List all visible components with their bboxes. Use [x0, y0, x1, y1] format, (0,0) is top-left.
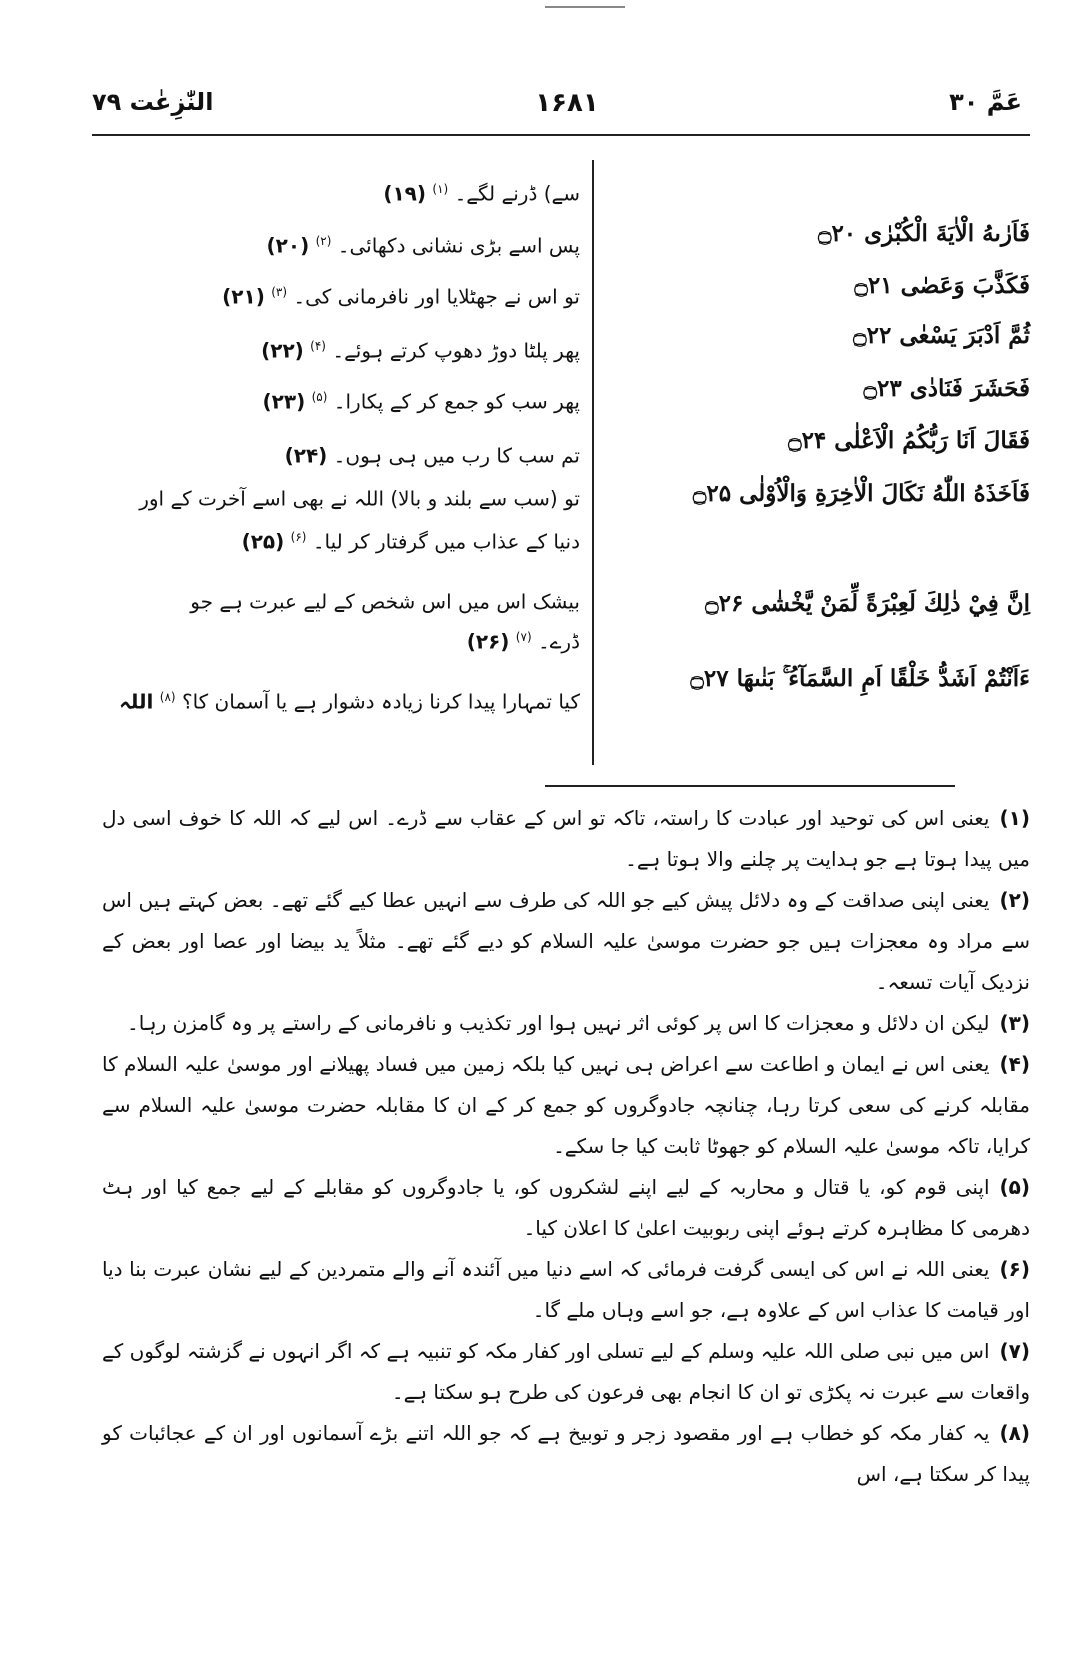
footnote-number: (۲) — [999, 888, 1030, 912]
footnote-text: یعنی اس نے ایمان و اطاعت سے اعراض ہی نہیں کیا بلکہ زمین میں فساد پھیلانے اور موسیٰ علیہ السلام کا مقابلہ کرنے کی سعی کرتا رہا، چنانچہ جادوگروں کو جمع کر کے ان کا مقابلہ حضرت موسیٰ علیہ السلام سے کرایا، تاکہ موسیٰ علیہ السلام کو جھوٹا ثابت کیا جا سکے۔ — [102, 1052, 1030, 1158]
arabic-verse: فَحَشَرَ فَنَادٰى ۝۲۳ — [863, 375, 1030, 402]
translation-text: تو (سب سے بلند و بالا) اللہ نے بھی اسے آخرت کے اور — [139, 486, 580, 511]
footnote-number: (۶) — [999, 1257, 1030, 1281]
translation-line — [105, 583, 580, 616]
footnote — [102, 1331, 1030, 1413]
arabic-verse: فَكَذَّبَ وَعَصٰى ۝۲۱ — [854, 272, 1030, 299]
arabic-verse: ثُمَّ اَدْبَرَ يَسْعٰى ۝۲۲ — [853, 322, 1030, 349]
verse-number: (۱۹) — [383, 181, 427, 206]
translation-text: پھر سب کو جمع کر کے پکارا۔ — [333, 389, 580, 414]
footnotes-divider — [545, 785, 955, 787]
translation-line — [105, 227, 580, 260]
translation-text: پس اسے بڑی نشانی دکھائی۔ — [337, 233, 580, 258]
page-number: ۱۶۸۱ — [535, 88, 599, 118]
footnote-ref: (۷) — [515, 630, 532, 644]
translation-text: ڈرے۔ — [537, 629, 580, 654]
column-divider — [592, 160, 594, 765]
arabic-verse: فَاَخَذَهُ اللّٰهُ نَكَالَ الْاٰخِرَةِ وَالْاُوْلٰى ۝۲۵ — [692, 480, 1030, 507]
footnote-ref: (۶) — [290, 530, 307, 544]
footnote-text: اس میں نبی صلی اللہ علیہ وسلم کے لیے تسلی اور کفار مکہ کو تنبیہ ہے کہ اگر انہوں نے گزشتہ لوگوں کے واقعات سے عبرت نہ پکڑی تو ان کا انجام بھی فرعون کی طرح ہو سکتا ہے۔ — [102, 1339, 1030, 1404]
footnote-text: یہ کفار مکہ کو خطاب ہے اور مقصود زجر و توبیخ ہے کہ جو اللہ اتنے بڑے آسمانوں اور ان کے عجائبات کو پیدا کر سکتا ہے، اس — [102, 1421, 1030, 1486]
arabic-verse: فَقَالَ اَنَا رَبُّكُمُ الْاَعْلٰى ۝۲۴ — [788, 427, 1030, 454]
footnote-number: (۳) — [999, 1011, 1030, 1035]
header-divider — [92, 134, 1030, 136]
translation-text: کیا تمہارا پیدا کرنا زیادہ دشوار ہے یا آسمان کا؟ — [181, 689, 580, 714]
footnote-ref: (۴) — [310, 339, 326, 353]
footnote-ref: (۲) — [315, 234, 332, 248]
translation-line — [105, 683, 580, 716]
footnote — [102, 1044, 1030, 1167]
footnote-text: لیکن ان دلائل و معجزات کا اس پر کوئی اثر نہیں ہوا اور تکذیب و نافرمانی کے راستے پر وہ گامزن رہا۔ — [127, 1011, 990, 1035]
footnote-ref: (۱) — [432, 182, 449, 196]
footnote — [102, 1167, 1030, 1249]
footnote-number: (۴) — [999, 1052, 1030, 1076]
translation-text: تم سب کا رب میں ہی ہوں۔ — [333, 443, 580, 468]
translation-line — [105, 175, 580, 208]
footnote — [102, 880, 1030, 1003]
verse-number: (۲۱) — [222, 284, 265, 309]
translation-line — [105, 523, 580, 556]
verse-number: (۲۰) — [266, 233, 310, 258]
footnote-ref: (۸) — [159, 690, 176, 704]
translation-line — [105, 437, 580, 470]
translation-text: پھر پلٹا دوڑ دھوپ کرتے ہوئے۔ — [332, 338, 580, 363]
footnote-ref: (۳) — [271, 285, 288, 299]
translation-line — [105, 623, 580, 656]
verse-number: (۲۳) — [262, 389, 306, 414]
verse-number: (۲۶) — [466, 629, 510, 654]
footnotes — [102, 798, 1030, 1495]
footnote-ref: (۵) — [311, 390, 328, 404]
verse-number: (۲۴) — [284, 443, 328, 468]
footnote — [102, 1003, 1030, 1044]
translation-line — [105, 278, 580, 311]
footnote-number: (۸) — [999, 1421, 1030, 1445]
translation-line — [105, 480, 580, 513]
top-decorative-rule — [545, 6, 625, 8]
translation-line — [105, 332, 580, 365]
footnote — [102, 798, 1030, 880]
verse-number: (۲۵) — [241, 529, 285, 554]
arabic-verse: ءَاَنْتُمْ اَشَدُّ خَلْقًا اَمِ السَّمَآءُ ۚ بَنٰىهَا ۝۲۷ — [690, 665, 1030, 692]
verse-number: (۲۲) — [261, 338, 304, 363]
translation-text: سے) ڈرنے لگے۔ — [454, 181, 580, 206]
translation-text: دنیا کے عذاب میں گرفتار کر لیا۔ — [312, 529, 580, 554]
footnote — [102, 1413, 1030, 1495]
juz-label: عَمَّ ۳۰ — [949, 88, 1022, 116]
page-header — [92, 88, 1022, 128]
arabic-verse: اِنَّ فِيْ ذٰلِكَ لَعِبْرَةً لِّمَنْ يَّخْشٰى ۝۲۶ — [705, 590, 1030, 617]
footnote-number: (۷) — [999, 1339, 1030, 1363]
arabic-verse: فَاَرٰىهُ الْاٰيَةَ الْكُبْرٰى ۝۲۰ — [817, 220, 1030, 247]
footnote-number: (۱) — [999, 806, 1030, 830]
footnote — [102, 1249, 1030, 1331]
footnote-text: یعنی اس کی توحید اور عبادت کا راستہ، تاکہ تو اس کے عقاب سے ڈرے۔ اس لیے کہ اللہ کا خوف اسی دل میں پیدا ہوتا ہے جو ہدایت پر چلنے والا ہوتا ہے۔ — [102, 806, 1030, 871]
surah-label: النّٰزِعٰت ۷۹ — [92, 88, 214, 116]
translation-text: بیشک اس میں اس شخص کے لیے عبرت ہے جو — [190, 589, 580, 614]
footnote-number: (۵) — [999, 1175, 1030, 1199]
footnote-text: یعنی اپنی صداقت کے وہ دلائل پیش کیے جو اللہ کی طرف سے انہیں عطا کیے گئے تھے۔ بعض کہتے ہیں اس سے مراد وہ معجزات ہیں جو حضرت موسیٰ علیہ السلام کو دیے گئے تھے۔ مثلاً ید بیضا اور عصا اور بعض کے نزدیک آیات تسعہ۔ — [102, 888, 1030, 994]
translation-line — [105, 383, 580, 416]
translation-text: تو اس نے جھٹلایا اور نافرمانی کی۔ — [293, 284, 580, 309]
footnote-text: یعنی اللہ نے اس کی ایسی گرفت فرمائی کہ اسے دنیا میں آئندہ آنے والے متمردین کے لیے نشان عبرت بنا دیا اور قیامت کا عذاب اس کے علاوہ ہے، جو اسے وہاں ملے گا۔ — [102, 1257, 1030, 1322]
footnote-text: اپنی قوم کو، یا قتال و محاربہ کے لیے اپنے لشکروں کو، یا جادوگروں کو مقابلے کے لیے جمع کیا اور ہٹ دھرمی کا مظاہرہ کرتے ہوئے اپنی ربوبیت اعلیٰ کا اعلان کیا۔ — [102, 1175, 1030, 1240]
verse-number: اللہ — [119, 689, 154, 714]
